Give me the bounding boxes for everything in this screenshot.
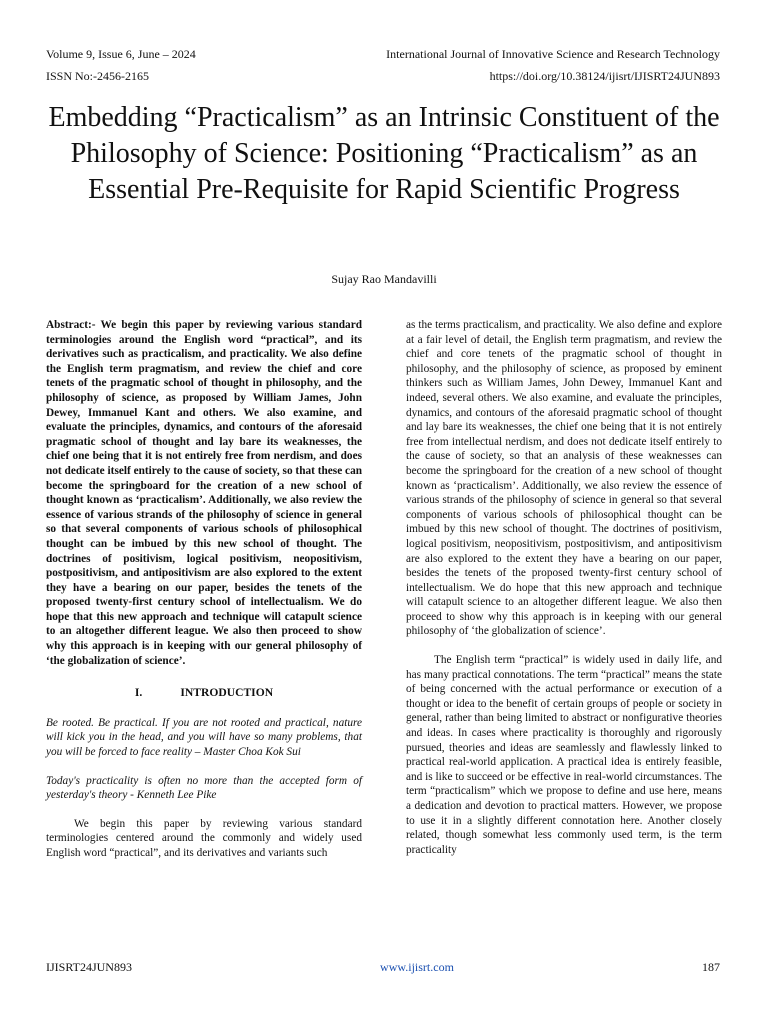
- epigraph-quote-2: Today's practicality is often no more than the accepted form of yesterday's theory - Kenneth Lee Pike: [46, 774, 362, 802]
- epigraph-quote-1: Be rooted. Be practical. If you are not rooted and practical, nature will kick you in the head, and you will have so many problems, that you will be forced to face reality – Master Choa Kok Sui: [46, 716, 362, 759]
- header-row-2: [46, 68, 720, 90]
- author-name: Sujay Rao Mandavilli: [331, 272, 437, 286]
- paper-id: IJISRT24JUN893: [46, 960, 132, 974]
- body-paragraph-1: as the terms practicalism, and practicality. We also define and explore at a fair level of detail, the English term pragmatism, and review the chief and core tenets of the pragmatic school of thought in philosophy, and the philosophy of science, as proposed by eminent thinkers such as William James, John Dewey, Immanuel Kant and indeed, several others. We also examine, and evaluate the principles, dynamics, and contours of the aforesaid pragmatic school of thought and lay bare its weaknesses, the chief one being that it is not entirely free from intellectual nerdism, and does not dedicate itself entirely to the cause of society, so that an analysis of these weaknesses can become the springboard for the creation of a new school of thought known as ‘practicalism’. Additionally, we also review the essence of various strands of the philosophy of science in general so that several components of various schools of philosophical thought can be imbued by this new school of thought. The doctrines of positivism, logical positivism, neopositivism, postpositivism, and antipositivism are also explored to the extent they have a bearing on our paper, besides the tenets of the proposed twenty-first century school of intellectualism. We do hope that this new approach and technique will catapult science to an altogether different league. We also then proceed to show why this approach is in keeping with our general philosophy of ‘the globalization of science’.: [406, 319, 722, 638]
- website-link[interactable]: www.ijisrt.com: [380, 960, 454, 974]
- left-column: [46, 318, 362, 861]
- page-footer: [46, 960, 720, 975]
- section-title: INTRODUCTION: [180, 686, 274, 700]
- paper-title: Embedding “Practicalism” as an Intrinsic Constituent of the Philosophy of Science: Positioning “Practicalism” as an Essential Pre-Requisite for Rapid Scientific Progress: [48, 102, 720, 205]
- right-column: [406, 318, 722, 857]
- section-heading: [46, 686, 362, 701]
- abstract: Abstract:- We begin this paper by reviewing various standard terminologies around the English word “practical”, and its derivatives such as practicalism, and practicality. We also define the English term pragmatism, and review the chief and core tenets of the pragmatic school of thought in philosophy, and the philosophy of science, as proposed by William James, John Dewey, Immanuel Kant and others. We also examine, and evaluate the principles, dynamics, and contours of the aforesaid pragmatic school of thought and lay bare its weaknesses, the chief one being that it is not entirely free from nerdism, and does not dedicate itself entirely to the cause of society, so that these can become the springboard for the creation of a new school of thought known as ‘practicalism’. Additionally, we also review the essence of various strands of the philosophy of science in general so that several components of various schools of philosophical thought can be imbued by this new school of thought. The doctrines of positivism, logical positivism, neopositivism, postpositivism, and antipositivism are also explored to the extent they have a bearing on our paper, besides the tenets of the proposed twenty-first century school of intellectualism. We do hope that this new approach and technique will catapult science to an altogether different league. We also then proceed to show why this approach is in keeping with our general philosophy of ‘the globalization of science’.: [46, 319, 362, 667]
- journal-name: International Journal of Innovative Science and Research Technology: [386, 47, 720, 61]
- header-row-1: [46, 46, 720, 68]
- intro-paragraph: We begin this paper by reviewing various standard terminologies centered around the commonly and widely used English word “practical”, and its derivatives and variants such: [46, 817, 362, 859]
- page-header: [46, 46, 720, 90]
- body-paragraph-2: The English term “practical” is widely used in daily life, and has many practical connotations. The term “practical” means the state of being concerned with the actual performance or execution of a thought or idea to the benefit of certain groups of people or society in general, rather than being limited to abstract or nonfigurative theories and ideas. In cases where practicality is thoroughly and rigorously pursued, theories and ideas are seamlessly and flawlessly linked to practical real-world application. A practical idea is entirely feasible, and is like to succeed or be effective in real-world circumstances. The term “practicalism” which we propose to define and use here, means a dedication and devotion to practical matters. However, we propose to use it in a slightly different connotation here. Another closely related, though somewhat less commonly used term, is the term practicality: [406, 654, 722, 856]
- volume-issue: Volume 9, Issue 6, June – 2024: [46, 47, 196, 61]
- issn: ISSN No:-2456-2165: [46, 69, 150, 83]
- doi-link[interactable]: https://doi.org/10.38124/ijisrt/IJISRT24JUN893: [489, 69, 720, 83]
- page-number: 187: [702, 960, 720, 974]
- section-number: I.: [134, 686, 143, 700]
